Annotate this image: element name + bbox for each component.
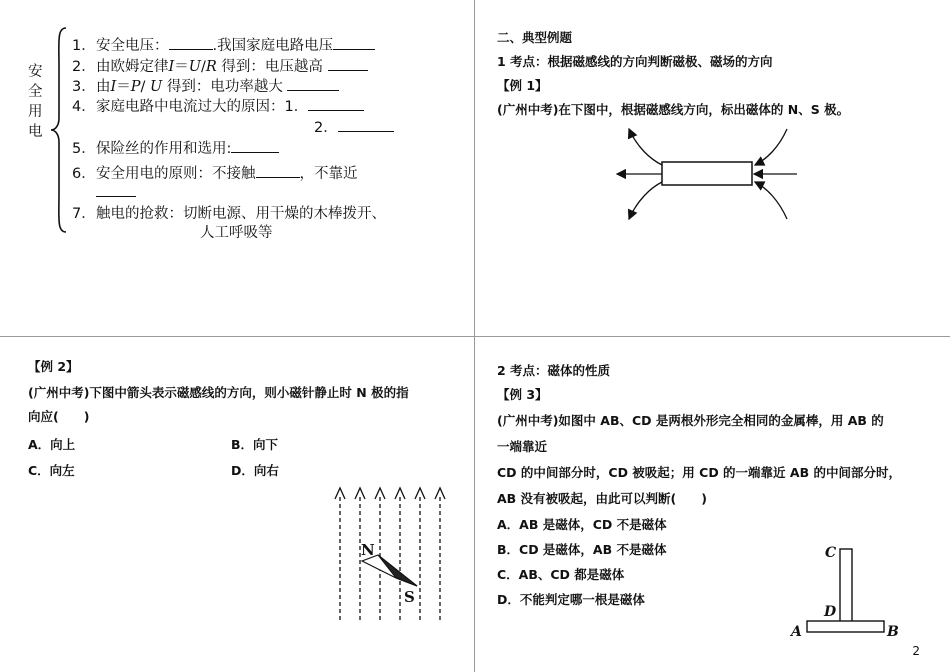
list-text: 触电的抢救：切断电源、用干燥的木棒拨开、 [96,206,386,222]
option-c: C．AB、CD 都是磁体 [497,567,625,582]
blank-line [256,163,300,178]
list-num: 3． [72,79,96,95]
list-num: 4． [72,99,96,115]
list-num: 6． [72,166,96,182]
blank-line [231,138,279,153]
panel-example-3 [475,337,950,672]
blank-line [169,35,213,50]
list-text: 保险丝的作用和选用: [96,137,279,158]
list-text: 2． [314,116,394,137]
needle-n-label: N [361,541,375,559]
blank-line [328,56,368,71]
field-lines-needle-diagram [330,485,454,623]
section-heading: 二、典型例题 [497,30,573,45]
list-text: 人工呼吸等 [200,225,273,241]
rod-cd [840,549,852,626]
panel-safe-electricity [0,0,474,336]
list-text: 由欧姆定律I＝U/R 得到：电压越高 [96,55,368,76]
exam-point: 1 考点：根据磁感线的方向判断磁极、磁场的方向 [497,54,773,69]
example-label: 【例 1】 [497,78,548,93]
option-b: B．CD 是磁体，AB 不是磁体 [497,542,667,557]
list-num: 2． [72,59,96,75]
label-b: B [887,624,899,640]
example-label: 【例 3】 [497,387,548,402]
option-a: A．向上 [28,437,76,452]
blank-line [96,182,136,197]
label-c: C [825,545,837,561]
question-line: CD 的中间部分时，CD 被吸起；用 CD 的一端靠近 AB 的中间部分时， [497,465,901,480]
question-text: 向应( ) [28,409,90,424]
option-d: D．不能判定哪一根是磁体 [497,592,645,607]
example-label: 【例 2】 [28,359,79,374]
panel-example-1 [475,0,950,336]
blank-line [333,35,375,50]
side-title-char: 安 [28,64,43,80]
bar-magnet [662,162,752,185]
metal-rods-diagram [785,542,915,642]
rod-ab [807,621,884,632]
question-line: (广州中考)如图中 AB、CD 是两根外形完全相同的金属棒，用 AB 的 [497,413,884,428]
list-num: 1． [72,38,96,54]
label-d: D [824,604,837,620]
page-number: 2 [912,644,920,658]
option-b: B．向下 [231,437,279,452]
blank-line [287,76,339,91]
question-line: 一端靠近 [497,439,548,454]
option-d: D．向右 [231,463,279,478]
list-text [96,182,136,201]
needle-s-label: S [404,588,415,606]
question-text: (广州中考)下图中箭头表示磁感线的方向，则小磁针静止时 N 极的指 [28,385,409,400]
side-title-char: 用 [28,104,43,120]
panel-example-2 [0,337,474,672]
option-a: A．AB 是磁体，CD 不是磁体 [497,517,667,532]
question-line: AB 没有被吸起，由此可以判断( ) [497,491,707,506]
blank-line [308,96,364,111]
curly-brace [48,26,70,234]
list-text: 安全电压： .我国家庭电路电压 [96,34,375,55]
magnet-field-diagram [615,125,815,225]
list-num: 7． [72,206,96,222]
list-text: 家庭电路中电流过大的原因：1． [96,95,364,116]
question-text: (广州中考)在下图中，根据磁感线方向，标出磁体的 N、S 极。 [497,102,850,117]
list-num: 5． [72,141,96,157]
option-c: C．向左 [28,463,75,478]
label-a: A [791,624,802,640]
side-title-char: 全 [28,84,43,100]
blank-line [338,117,394,132]
list-text: 安全用电的原则：不接触 ，不靠近 [96,162,358,183]
side-title-char: 电 [28,124,43,140]
exam-point: 2 考点：磁体的性质 [497,363,611,378]
list-text: 由I＝P/ U 得到：电功率越大 [96,75,339,96]
